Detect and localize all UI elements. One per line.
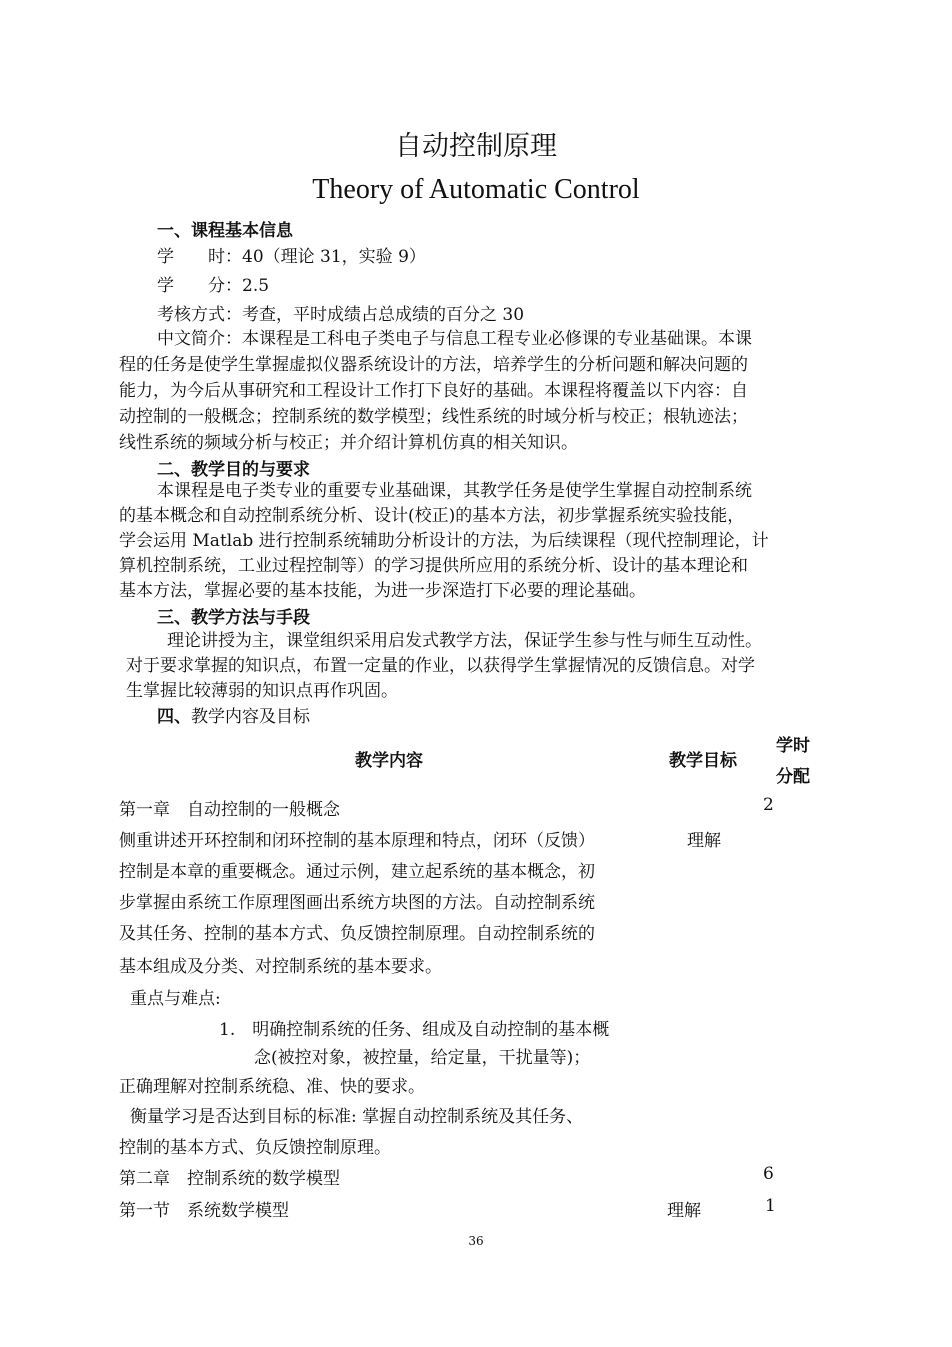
hours-label: 学 时：	[157, 247, 242, 267]
intro-line: 线性系统的频域分析与校正；并介绍计算机仿真的相关知识。	[119, 433, 578, 453]
section-heading-basic-info: 一、课程基本信息	[157, 221, 293, 241]
key-point-item: 1. 明确控制系统的任务、组成及自动控制的基本概	[219, 1020, 610, 1040]
purpose-line: 基本方法，掌握必要的基本技能，为进一步深造打下必要的理论基础。	[119, 581, 646, 601]
table-header-hours-line1: 学时	[776, 736, 810, 756]
key-point-line: 正确理解对控制系统稳、准、快的要求。	[119, 1077, 425, 1097]
hours-row	[157, 244, 426, 270]
intro-line: 动控制的一般概念；控制系统的数学模型；线性系统的时域分析与校正；根轨迹法；	[119, 407, 748, 427]
table-header-content: 教学内容	[355, 751, 423, 771]
chapter-description-line: 基本组成及分类、对控制系统的基本要求。	[119, 957, 442, 977]
section-heading-content	[157, 704, 310, 730]
section-heading-purpose: 二、教学目的与要求	[157, 460, 310, 480]
assessment-row: 考核方式：考查，平时成绩占总成绩的百分之 30	[157, 305, 525, 325]
section-heading-methods: 三、教学方法与手段	[157, 608, 310, 628]
section-title: 教学内容及目标	[191, 707, 310, 727]
course-title-english: Theory of Automatic Control	[312, 174, 640, 205]
page-number: 36	[468, 1234, 484, 1248]
chapter-goal: 理解	[687, 831, 721, 851]
assessment-standard-line: 衡量学习是否达到目标的标准: 掌握自动控制系统及其任务、	[130, 1107, 584, 1127]
intro-line: 能力，为今后从事研究和工程设计工作打下良好的基础。本课程将覆盖以下内容：自	[119, 381, 748, 401]
method-line: 对于要求掌握的知识点，布置一定量的作业，以获得学生掌握情况的反馈信息。对学	[126, 656, 755, 676]
chapter-description-line: 及其任务、控制的基本方式、负反馈控制原理。自动控制系统的	[119, 924, 595, 944]
hours-value: 40（理论 31，实验 9）	[242, 247, 426, 267]
chapter-title: 第二章 控制系统的数学模型	[119, 1169, 340, 1189]
section-title: 第一节 系统数学模型	[119, 1201, 289, 1221]
purpose-line: 的基本概念和自动控制系统分析、设计(校正)的基本方法，初步掌握系统实验技能，	[119, 506, 745, 526]
course-title-chinese: 自动控制原理	[395, 131, 557, 162]
credits-label: 学 分：	[157, 276, 242, 296]
credits-row	[157, 273, 269, 299]
key-point-item-continued: 念(被控对象，被控量，给定量，干扰量等)；	[254, 1048, 591, 1068]
intro-line: 中文简介：本课程是工科电子类电子与信息工程专业必修课的专业基础课。本课	[157, 329, 752, 349]
key-points-label: 重点与难点:	[130, 989, 221, 1009]
assessment-standard-line: 控制的基本方式、负反馈控制原理。	[119, 1138, 391, 1158]
chapter-description-line: 控制是本章的重要概念。通过示例，建立起系统的基本概念，初	[119, 862, 595, 882]
purpose-line: 算机控制系统，工业过程控制等）的学习提供所应用的系统分析、设计的基本理论和	[119, 556, 748, 576]
chapter-description-line: 步掌握由系统工作原理图画出系统方块图的方法。自动控制系统	[119, 893, 595, 913]
chapter-hours: 6	[763, 1164, 774, 1184]
chapter-title: 第一章 自动控制的一般概念	[119, 800, 340, 820]
method-line: 生掌握比较薄弱的知识点再作巩固。	[126, 681, 398, 701]
table-header-hours-line2: 分配	[776, 767, 810, 787]
chapter-description-line: 侧重讲述开环控制和闭环控制的基本原理和特点，闭环（反馈）	[119, 831, 595, 851]
table-header-goal: 教学目标	[669, 751, 737, 771]
section-number: 四、	[157, 707, 191, 727]
method-line: 理论讲授为主，课堂组织采用启发式教学方法，保证学生参与性与师生互动性。	[167, 631, 762, 651]
intro-line: 程的任务是使学生掌握虚拟仪器系统设计的方法，培养学生的分析问题和解决问题的	[119, 355, 748, 375]
purpose-line: 本课程是电子类专业的重要专业基础课，其教学任务是使学生掌握自动控制系统	[157, 481, 752, 501]
purpose-line: 学会运用 Matlab 进行控制系统辅助分析设计的方法，为后续课程（现代控制理论，计	[119, 531, 769, 551]
chapter-hours: 2	[763, 795, 774, 815]
section-goal: 理解	[667, 1201, 701, 1221]
credits-value: 2.5	[242, 276, 270, 296]
section-hours: 1	[765, 1196, 776, 1216]
